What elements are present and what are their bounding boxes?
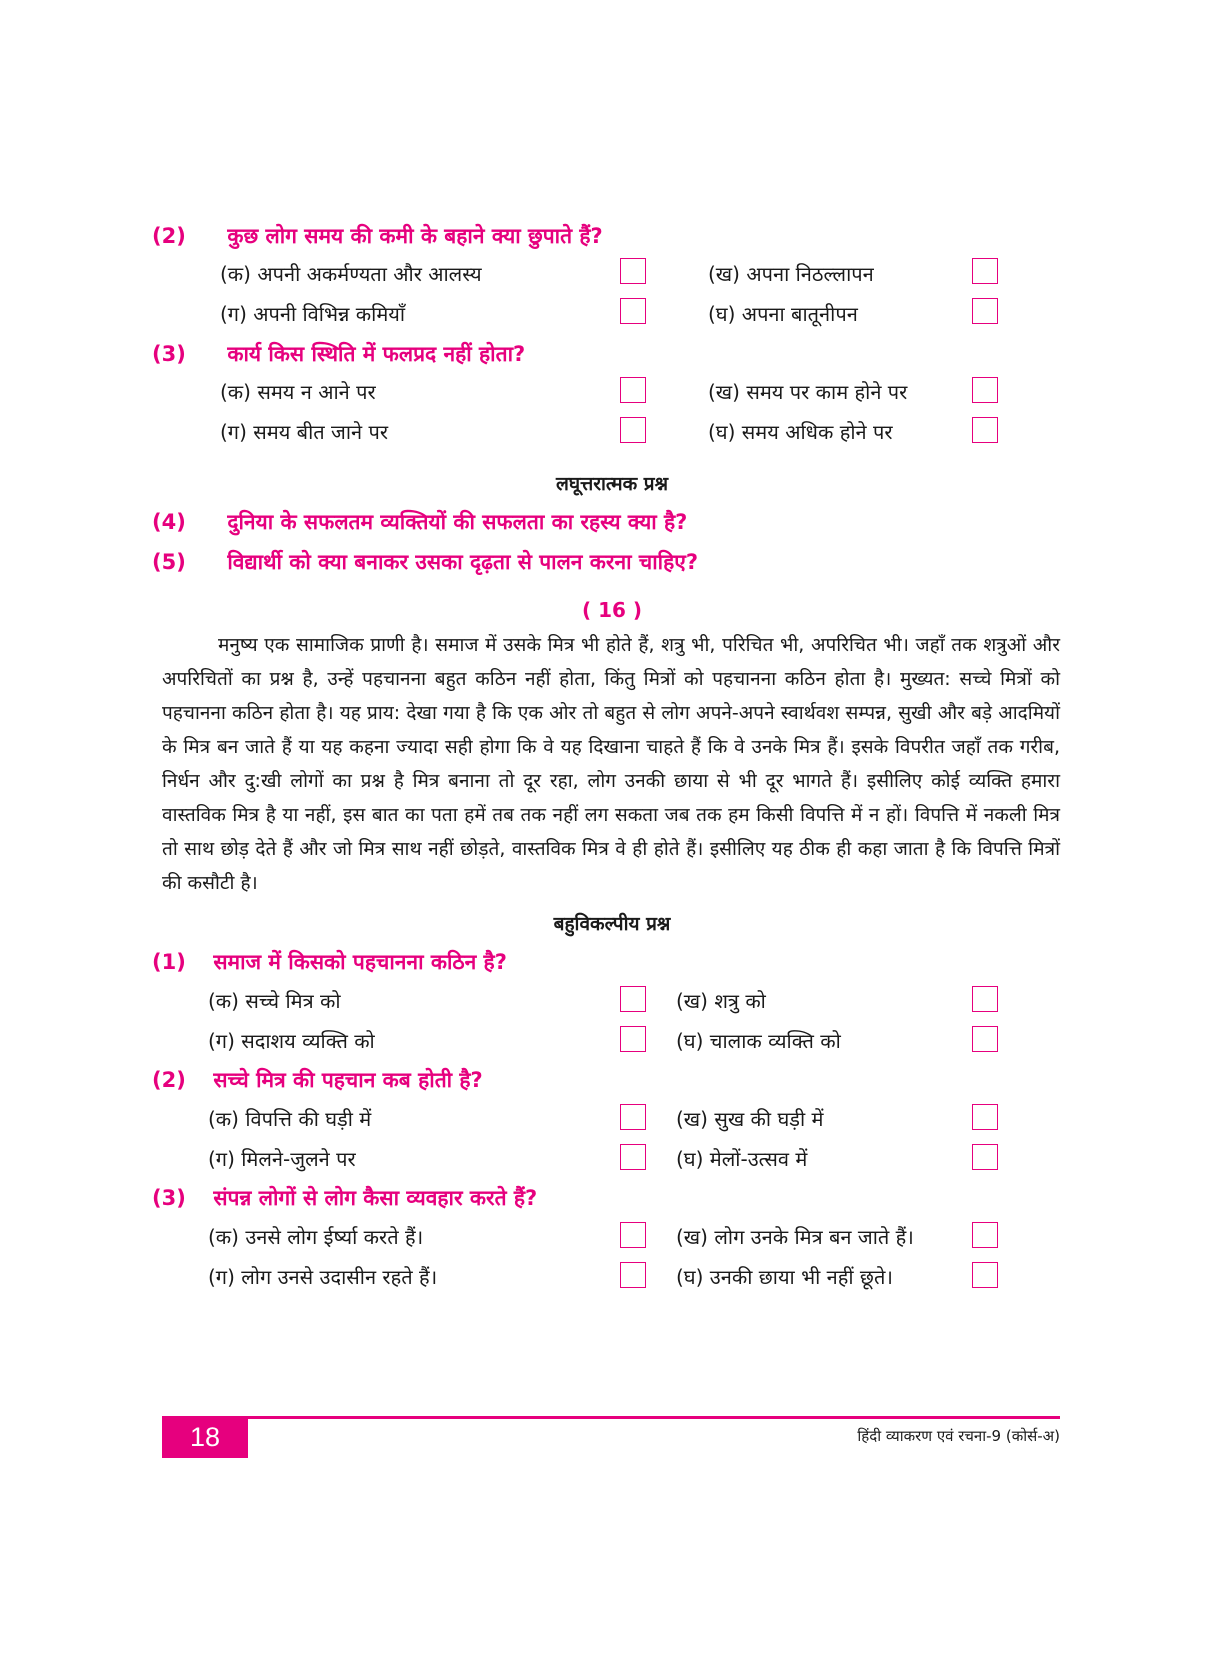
option-ka: (क) सच्चे मित्र को — [208, 989, 341, 1013]
option-ga: (ग) अपनी विभिन्न कमियाँ — [220, 302, 406, 326]
answer-checkbox[interactable] — [972, 1262, 998, 1288]
option-kha: (ख) शत्रु को — [676, 989, 766, 1013]
option-gha: (घ) चालाक व्यक्ति को — [676, 1029, 841, 1053]
answer-checkbox[interactable] — [620, 258, 646, 284]
question-number: (5) — [152, 550, 186, 574]
question-2 — [152, 1066, 483, 1094]
passage-number: ( 16 ) — [581, 598, 643, 622]
answer-checkbox[interactable] — [972, 377, 998, 403]
option-kha: (ख) लोग उनके मित्र बन जाते हैं। — [676, 1225, 914, 1249]
question-text: दुनिया के सफलतम व्यक्तियों की सफलता का रहस्य क्या है? — [227, 510, 688, 534]
option-kha: (ख) अपना निठल्लापन — [708, 262, 874, 286]
question-text: संपन्न लोगों से लोग कैसा व्यवहार करते हैं? — [213, 1186, 538, 1210]
question-3 — [152, 1184, 537, 1212]
answer-checkbox[interactable] — [620, 377, 646, 403]
question-number: (3) — [152, 1186, 186, 1210]
option-ga: (ग) सदाशय व्यक्ति को — [208, 1029, 375, 1053]
option-ga: (ग) लोग उनसे उदासीन रहते हैं। — [208, 1265, 438, 1289]
answer-checkbox[interactable] — [620, 1026, 646, 1052]
option-ka: (क) उनसे लोग ईर्ष्या करते हैं। — [208, 1225, 424, 1249]
question-1 — [152, 948, 507, 976]
answer-checkbox[interactable] — [972, 986, 998, 1012]
passage-text: मनुष्य एक सामाजिक प्राणी है। समाज में उसके मित्र भी होते हैं, शत्रु भी, परिचित भी, अपरिचित भी। जहाँ तक शत्रुओं और अपरिचितों का प्रश्न है, उन्हें पहचानना बहुत कठिन नहीं होता, किंतु मित्रों को पहचानना कठिन होता है। मुख्यत: सच्चे मित्रों को पहचानना कठिन होता है। यह प्राय: देखा गया है कि एक ओर तो बहुत से लोग अपने-अपने स्वार्थवश सम्पन्न, सुखी और बड़े आदमियों के मित्र बन जाते हैं या यह कहना ज्यादा सही होगा कि वे यह दिखाना चाहते हैं कि वे उनके मित्र हैं। इसके विपरीत जहाँ तक गरीब, निर्धन और दु:खी लोगों का प्रश्न है मित्र बनाना तो दूर रहा, लोग उनकी छाया से भी दूर भागते हैं। इसीलिए कोई व्यक्ति हमारा वास्तविक मित्र है या नहीं, इस बात का पता हमें तब तक नहीं लग सकता जब तक हम किसी विपत्ति में न हों। विपत्ति में नकली मित्र तो साथ छोड़ देते हैं और जो मित्र साथ नहीं छोड़ते, वास्तविक मित्र वे ही होते हैं। इसीलिए यह ठीक ही कहा जाता है कि विपत्ति मित्रों की कसौटी है। — [162, 634, 1060, 894]
question-number: (3) — [152, 342, 186, 366]
option-gha: (घ) अपना बातूनीपन — [708, 302, 858, 326]
page-number: 18 — [162, 1416, 248, 1458]
question-text: कार्य किस स्थिति में फलप्रद नहीं होता? — [227, 342, 526, 366]
option-gha: (घ) उनकी छाया भी नहीं छूते। — [676, 1265, 893, 1289]
answer-checkbox[interactable] — [620, 417, 646, 443]
question-5 — [152, 548, 698, 576]
answer-checkbox[interactable] — [972, 1144, 998, 1170]
answer-checkbox[interactable] — [620, 298, 646, 324]
option-ka: (क) समय न आने पर — [220, 380, 376, 404]
answer-checkbox[interactable] — [972, 417, 998, 443]
answer-checkbox[interactable] — [620, 1262, 646, 1288]
answer-checkbox[interactable] — [620, 1104, 646, 1130]
mcq-heading: बहुविकल्पीय प्रश्न — [553, 913, 671, 935]
question-text: समाज में किसको पहचानना कठिन है? — [213, 950, 507, 974]
answer-checkbox[interactable] — [620, 1144, 646, 1170]
question-text: कुछ लोग समय की कमी के बहाने क्या छुपाते हैं? — [227, 224, 603, 248]
answer-checkbox[interactable] — [972, 298, 998, 324]
option-ga: (ग) मिलने-जुलने पर — [208, 1147, 356, 1171]
question-4 — [152, 508, 687, 536]
question-number: (2) — [152, 224, 186, 248]
option-gha: (घ) समय अधिक होने पर — [708, 420, 893, 444]
answer-checkbox[interactable] — [972, 1104, 998, 1130]
option-kha: (ख) सुख की घड़ी में — [676, 1107, 824, 1131]
option-ka: (क) अपनी अकर्मण्यता और आलस्य — [220, 262, 482, 286]
footer-rule — [248, 1416, 1060, 1419]
answer-checkbox[interactable] — [972, 1026, 998, 1052]
answer-checkbox[interactable] — [620, 986, 646, 1012]
answer-checkbox[interactable] — [972, 1222, 998, 1248]
answer-checkbox[interactable] — [972, 258, 998, 284]
option-kha: (ख) समय पर काम होने पर — [708, 380, 908, 404]
question-number: (4) — [152, 510, 186, 534]
short-answer-heading: लघूत्तरात्मक प्रश्न — [555, 473, 669, 495]
question-2 — [152, 222, 603, 250]
question-text: सच्चे मित्र की पहचान कब होती है? — [213, 1068, 483, 1092]
option-ka: (क) विपत्ति की घड़ी में — [208, 1107, 372, 1131]
question-text: विद्यार्थी को क्या बनाकर उसका दृढ़ता से पालन करना चाहिए? — [227, 550, 699, 574]
question-3 — [152, 340, 525, 368]
book-title: हिंदी व्याकरण एवं रचना-9 (कोर्स-अ) — [857, 1427, 1060, 1445]
question-number: (2) — [152, 1068, 186, 1092]
option-ga: (ग) समय बीत जाने पर — [220, 420, 389, 444]
option-gha: (घ) मेलों-उत्सव में — [676, 1147, 808, 1171]
question-number: (1) — [152, 950, 186, 974]
answer-checkbox[interactable] — [620, 1222, 646, 1248]
